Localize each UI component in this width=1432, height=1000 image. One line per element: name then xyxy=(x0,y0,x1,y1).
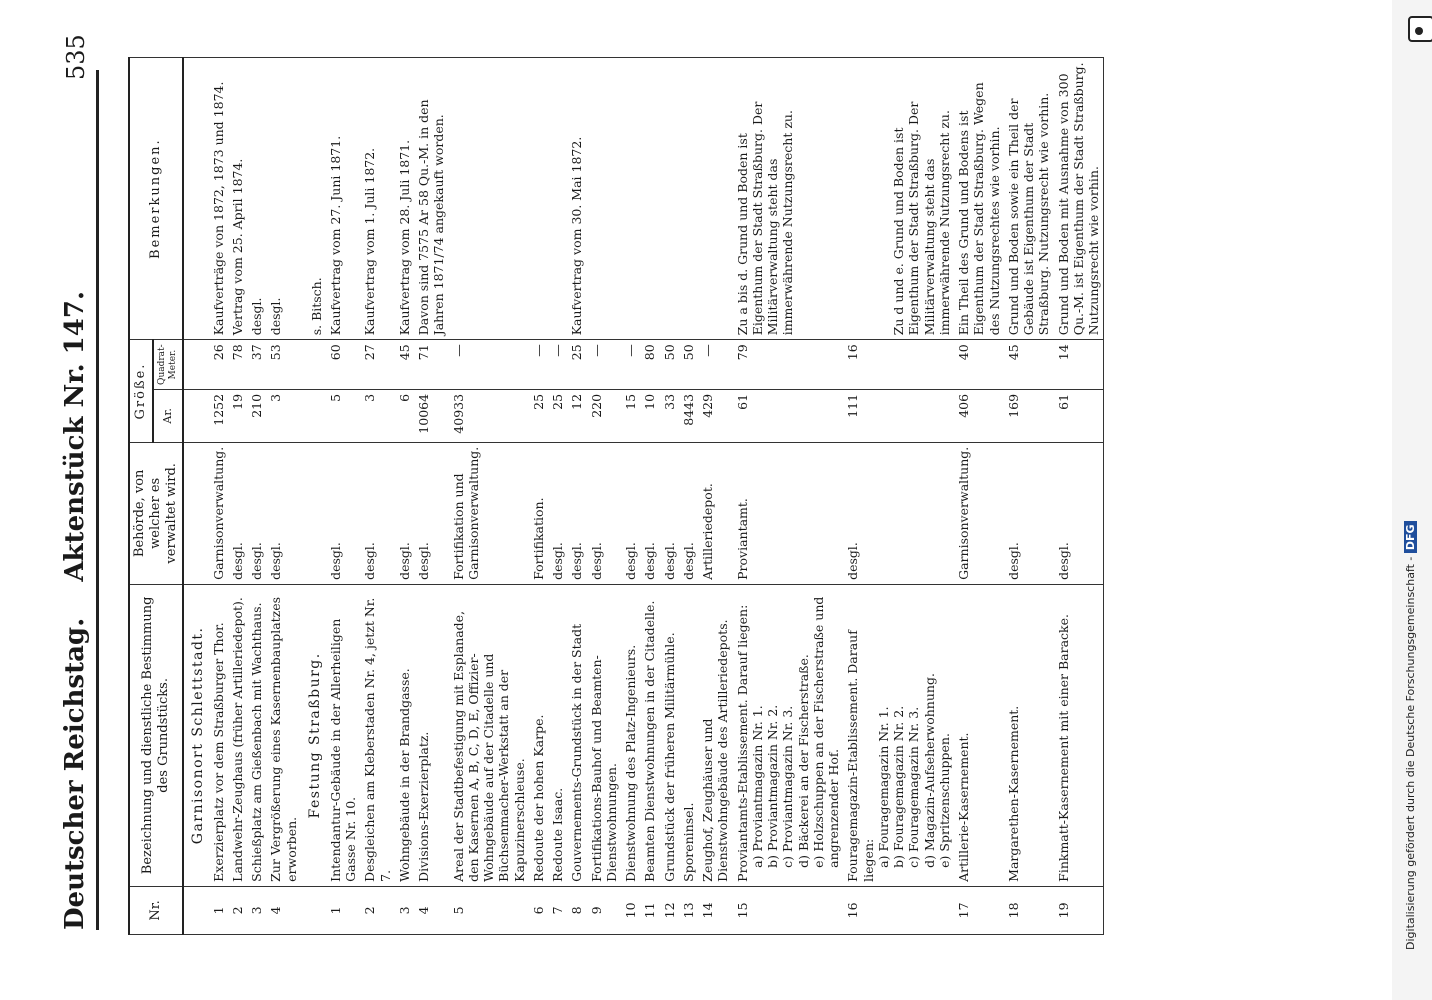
col-groesse: Größe. xyxy=(129,340,153,442)
row-ar: 25 xyxy=(529,389,548,442)
row-beh: desgl. xyxy=(326,442,361,584)
row-ar: 3 xyxy=(360,389,395,442)
row-beh: Fortifikation. xyxy=(529,442,548,584)
row-bem xyxy=(449,58,529,340)
sub-item: c) Fouragemagazin Nr. 3. xyxy=(906,706,922,868)
row-text xyxy=(733,584,844,886)
row-nr: 9 xyxy=(587,886,622,934)
row-beh: desgl. xyxy=(843,442,954,584)
row-bem: Kaufvertrag vom 1. Juli 1872. xyxy=(360,58,395,340)
row-beh: desgl. xyxy=(1004,442,1054,584)
row-qm: — xyxy=(621,340,640,390)
row-beh: desgl. xyxy=(679,442,698,584)
row-qm: 53 xyxy=(266,340,301,390)
table-row xyxy=(640,58,659,935)
table-row xyxy=(548,58,567,935)
row-nr: 14 xyxy=(698,886,733,934)
row-nr: 16 xyxy=(843,886,954,934)
sub-item: a) Fouragemagazin Nr. 1. xyxy=(875,706,891,868)
row-ar: 111 xyxy=(843,389,954,442)
row-ar: 61 xyxy=(1054,389,1104,442)
row-qm: 26 xyxy=(209,340,228,390)
row-bem: Kaufvertrag vom 30. Mai 1872. xyxy=(567,58,586,340)
row-ar: 220 xyxy=(587,389,622,442)
row-text: Gouvernements-Grundstück in der Stadt xyxy=(567,584,586,886)
row-text: Sporeninsel. xyxy=(679,584,698,886)
row-beh: desgl. xyxy=(266,442,301,584)
section-strassburg: Festung Straßburg. xyxy=(301,584,326,886)
col-bezeichnung: Bezeichnung und dienstliche Bestimmung des Grundstücks. xyxy=(129,584,183,886)
col-nr: Nr. xyxy=(129,886,183,934)
table-row xyxy=(209,58,228,935)
row-nr: 13 xyxy=(679,886,698,934)
row-text: Zur Vergrößerung eines Kasernenbauplatzes erworben. xyxy=(266,584,301,886)
sub-item: d) Magazin-Aufseherwohnung. xyxy=(921,673,937,868)
table-row xyxy=(1054,58,1104,935)
row-nr: 10 xyxy=(621,886,640,934)
row-bem xyxy=(621,58,640,340)
row-text: Redoute der hohen Karpe. xyxy=(529,584,548,886)
sub-item: b) Fouragemagazin Nr. 2. xyxy=(891,705,907,868)
row-beh: Proviantamt. xyxy=(733,442,844,584)
row-nr: 18 xyxy=(1004,886,1054,934)
row-bem: desgl. xyxy=(247,58,266,340)
row-beh: desgl. xyxy=(395,442,414,584)
dfg-logo: DFG xyxy=(1404,521,1417,553)
row-beh: desgl. xyxy=(1054,442,1104,584)
row-nr: 5 xyxy=(449,886,529,934)
row-beh: desgl. xyxy=(621,442,640,584)
row-text: Landwehr-Zeughaus (früher Artilleriedepot). xyxy=(228,584,247,886)
note-bitsch: s. Bitsch. xyxy=(301,58,326,340)
row-ar: 19 xyxy=(228,389,247,442)
row-text: Desgleichen am Kleberstaden Nr. 4, jetzt Nr. 7. xyxy=(360,584,395,886)
digitization-note xyxy=(1404,0,1417,950)
table-row xyxy=(395,58,414,935)
table-row xyxy=(954,58,1004,935)
table-row xyxy=(567,58,586,935)
row-text-main: Proviantamts-Etablissement. Darauf liegen: xyxy=(734,604,750,882)
row-nr: 19 xyxy=(1054,886,1104,934)
table-row xyxy=(733,58,844,935)
sub-item: d) Bäckerei an der Fischerstraße. xyxy=(795,654,811,868)
row-text: Finkmatt-Kasernement mit einer Baracke. xyxy=(1054,584,1104,886)
row-text: Beamten Dienstwohnungen in der Citadelle. xyxy=(640,584,659,886)
row-beh: desgl. xyxy=(587,442,622,584)
row-beh: desgl. xyxy=(567,442,586,584)
row-qm: 60 xyxy=(326,340,361,390)
row-ar: 169 xyxy=(1004,389,1054,442)
row-qm: 45 xyxy=(1004,340,1054,390)
row-qm: — xyxy=(548,340,567,390)
page-header-title xyxy=(60,291,90,930)
row-qm: 78 xyxy=(228,340,247,390)
row-ar: 61 xyxy=(733,389,844,442)
row-qm: — xyxy=(449,340,529,390)
sub-item: e) Holzschuppen an der Fischerstraße und angrenzender Hof. xyxy=(810,596,842,868)
row-qm: 37 xyxy=(247,340,266,390)
row-ar: 15 xyxy=(621,389,640,442)
table-header-row xyxy=(129,58,153,935)
row-text-main: Fouragemagazin-Etablissement. Darauf liegen: xyxy=(845,630,876,882)
row-text: Exerzierplatz vor dem Straßburger Thor. xyxy=(209,584,228,886)
row-bem: Grund und Boden mit Ausnahme von 300 Qu.-M. ist Eigenthum der Stadt Straßburg. Nutzungsrecht wie vorhin. xyxy=(1054,58,1104,340)
row-bem xyxy=(548,58,567,340)
row-qm: — xyxy=(529,340,548,390)
row-bem xyxy=(660,58,679,340)
row-bem: desgl. xyxy=(266,58,301,340)
row-qm: 16 xyxy=(843,340,954,390)
row-nr: 1 xyxy=(209,886,228,934)
row-qm: 50 xyxy=(660,340,679,390)
row-qm: 40 xyxy=(954,340,1004,390)
row-nr: 2 xyxy=(228,886,247,934)
row-ar: 25 xyxy=(548,389,567,442)
row-nr: 8 xyxy=(567,886,586,934)
row-beh: Garnisonverwaltung. xyxy=(209,442,228,584)
row-bem: Zu d und e. Grund und Boden ist Eigenthum der Stadt Straßburg. Der Militärverwaltung steht das immerwährende Nutzungsrecht zu. xyxy=(843,58,954,340)
header-title: Deutscher Reichstag. xyxy=(60,617,90,930)
row-nr: 4 xyxy=(414,886,449,934)
table-row xyxy=(449,58,529,935)
table-row xyxy=(660,58,679,935)
row-beh: desgl. xyxy=(360,442,395,584)
row-bem: Kaufvertrag vom 27. Juni 1871. xyxy=(326,58,361,340)
scanner-logo-icon xyxy=(1408,16,1432,42)
row-qm: 80 xyxy=(640,340,659,390)
row-bem xyxy=(587,58,622,340)
row-qm: — xyxy=(587,340,622,390)
row-bem: Kaufvertrag vom 28. Juli 1871. xyxy=(395,58,414,340)
row-beh: desgl. xyxy=(247,442,266,584)
row-text: Wohngebäude in der Brandgasse. xyxy=(395,584,414,886)
row-qm: 14 xyxy=(1054,340,1104,390)
row-qm: 50 xyxy=(679,340,698,390)
row-qm: 25 xyxy=(567,340,586,390)
digitization-text: Digitalisierung gefördert durch die Deutsche Forschungsgemeinschaft - xyxy=(1404,556,1417,950)
row-ar: 429 xyxy=(698,389,733,442)
row-ar: 6 xyxy=(395,389,414,442)
col-behoerde: Behörde, von welcher es verwaltet wird. xyxy=(129,442,183,584)
table-row xyxy=(698,58,733,935)
section-row xyxy=(301,58,326,935)
row-beh: desgl. xyxy=(228,442,247,584)
row-bem: Ein Theil des Grund und Bodens ist Eigenthum der Stadt Straßburg. Wegen des Nutzungsrechtes wie vorhin. xyxy=(954,58,1004,340)
row-ar: 10 xyxy=(640,389,659,442)
row-ar: 10064 xyxy=(414,389,449,442)
row-bem xyxy=(698,58,733,340)
col-bemerkungen: Bemerkungen. xyxy=(129,58,183,340)
row-nr: 3 xyxy=(395,886,414,934)
row-ar: 3 xyxy=(266,389,301,442)
row-nr: 3 xyxy=(247,886,266,934)
table-row xyxy=(266,58,301,935)
row-beh: desgl. xyxy=(640,442,659,584)
table-row xyxy=(247,58,266,935)
sub-item: a) Proviantmagazin Nr. 1. xyxy=(749,705,765,868)
sub-item: e) Spritzenschuppen. xyxy=(936,733,952,868)
row-text: Dienstwohnung des Platz-Ingenieurs. xyxy=(621,584,640,886)
row-qm: — xyxy=(698,340,733,390)
row-nr: 17 xyxy=(954,886,1004,934)
row-ar: 210 xyxy=(247,389,266,442)
row-text: Fortifikations-Bauhof und Beamten-Dienstwohnungen. xyxy=(587,584,622,886)
row-text: Artillerie-Kasernement. xyxy=(954,584,1004,886)
row-text: Schießplatz am Gießenbach mit Wachthaus. xyxy=(247,584,266,886)
row-text xyxy=(843,584,954,886)
sub-item: c) Proviantmagazin Nr. 3. xyxy=(780,705,796,868)
row-qm: 45 xyxy=(395,340,414,390)
table-row xyxy=(679,58,698,935)
row-bem xyxy=(679,58,698,340)
table-row xyxy=(326,58,361,935)
row-qm: 79 xyxy=(733,340,844,390)
section-schlettstadt: Garnisonort Schlettstadt. xyxy=(183,584,209,886)
row-ar: 8443 xyxy=(679,389,698,442)
section-row xyxy=(183,58,209,935)
col-ar: Ar. xyxy=(153,389,183,442)
table-row xyxy=(621,58,640,935)
row-nr: 7 xyxy=(548,886,567,934)
row-text: Areal der Stadtbefestigung mit Esplanade, den Kasernen A, B, C, D, E, Offizier-Wohngebäude auf der Citadelle und Büchsenmacher-Werkstatt an der Kapuzinerschleuse. xyxy=(449,584,529,886)
row-nr: 4 xyxy=(266,886,301,934)
row-bem: Grund und Boden sowie ein Theil der Gebäude ist Eigenthum der Stadt Straßburg. Nutzungsrecht wie vorhin. xyxy=(1004,58,1054,340)
row-bem xyxy=(529,58,548,340)
row-ar: 12 xyxy=(567,389,586,442)
row-nr: 11 xyxy=(640,886,659,934)
row-beh: Garnisonverwaltung. xyxy=(954,442,1004,584)
row-beh: Artilleriedepot. xyxy=(698,442,733,584)
row-text: Intendantur-Gebäude in der Allerheiligen Gasse Nr. 10. xyxy=(326,584,361,886)
header-aktenstueck: Aktenstück Nr. 147. xyxy=(60,291,90,582)
table-row xyxy=(587,58,622,935)
row-nr: 12 xyxy=(660,886,679,934)
property-table xyxy=(128,57,1104,935)
row-bem: Zu a bis d. Grund und Boden ist Eigenthum der Stadt Straßburg. Der Militärverwaltung steht das immerwährende Nutzungsrecht zu. xyxy=(733,58,844,340)
row-nr: 1 xyxy=(326,886,361,934)
page-number: 535 xyxy=(62,34,90,80)
row-ar: 33 xyxy=(660,389,679,442)
table-row xyxy=(529,58,548,935)
row-beh: desgl. xyxy=(660,442,679,584)
header-rule xyxy=(96,70,99,930)
table-row xyxy=(1004,58,1054,935)
row-text: Redoute Isaac. xyxy=(548,584,567,886)
table-row xyxy=(228,58,247,935)
row-nr: 2 xyxy=(360,886,395,934)
row-beh: desgl. xyxy=(414,442,449,584)
row-nr: 15 xyxy=(733,886,844,934)
row-beh: desgl. xyxy=(548,442,567,584)
row-bem: Kaufverträge von 1872, 1873 und 1874. xyxy=(209,58,228,340)
row-qm: 71 xyxy=(414,340,449,390)
sub-item: b) Proviantmagazin Nr. 2. xyxy=(765,704,781,868)
row-text: Divisions-Exerzierplatz. xyxy=(414,584,449,886)
row-ar: 40933 xyxy=(449,389,529,442)
table-row xyxy=(414,58,449,935)
row-bem xyxy=(640,58,659,340)
row-ar: 406 xyxy=(954,389,1004,442)
row-bem: Vertrag vom 25. April 1874. xyxy=(228,58,247,340)
row-qm: 27 xyxy=(360,340,395,390)
row-text: Grundstück der früheren Militärmühle. xyxy=(660,584,679,886)
row-bem: Davon sind 7575 Ar 58 Qu.-M. in den Jahren 1871/74 angekauft worden. xyxy=(414,58,449,340)
row-text: Margarethen-Kasernement. xyxy=(1004,584,1054,886)
col-qm: Quadrat-Meter. xyxy=(153,340,183,390)
row-ar: 1252 xyxy=(209,389,228,442)
table-row xyxy=(843,58,954,935)
row-beh: Fortifikation und Garnisonverwaltung. xyxy=(449,442,529,584)
row-text: Zeughof, Zeughäuser und Dienstwohngebäude des Artilleriedepots. xyxy=(698,584,733,886)
table-row xyxy=(360,58,395,935)
row-ar: 5 xyxy=(326,389,361,442)
row-nr: 6 xyxy=(529,886,548,934)
